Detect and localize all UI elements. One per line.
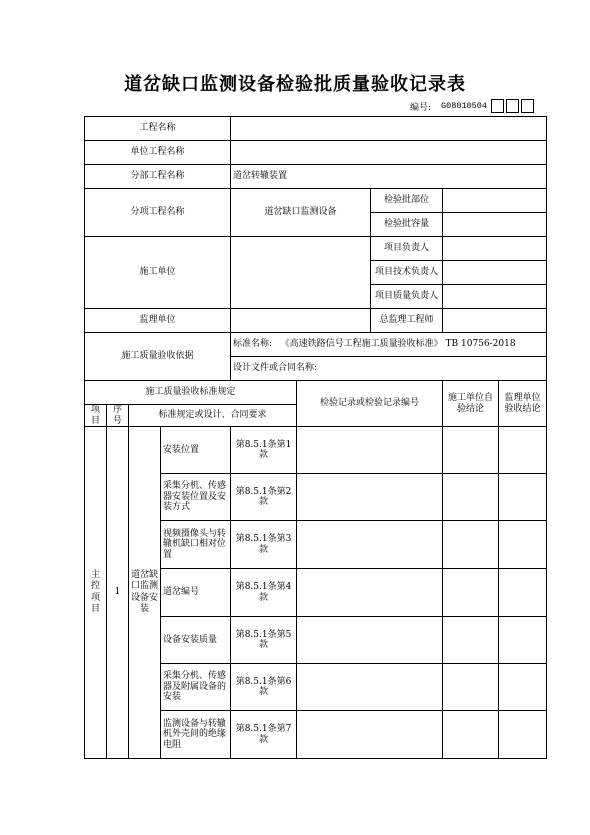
project-manager-value[interactable]	[443, 237, 547, 261]
item-supervisor-result[interactable]	[499, 427, 547, 474]
item-record[interactable]	[297, 617, 443, 664]
item-record[interactable]	[297, 711, 443, 759]
item-contractor-result[interactable]	[443, 711, 499, 759]
item-requirement: 安装位置	[161, 427, 231, 474]
item-contractor-result[interactable]	[443, 427, 499, 474]
item-contractor-result[interactable]	[443, 617, 499, 664]
item-contractor-result[interactable]	[443, 569, 499, 617]
item-supervisor-result[interactable]	[499, 617, 547, 664]
chief-engineer-value[interactable]	[443, 309, 547, 333]
item-requirement: 设备安装质量	[161, 617, 231, 664]
supervisor-label: 监理单位	[85, 309, 231, 333]
project-name-label: 工程名称	[85, 117, 231, 141]
item-clause: 第8.5.1条第5款	[231, 617, 297, 664]
code-number: G08010504	[441, 101, 487, 111]
item-requirement: 采集分机、传感器安装位置及安装方式	[161, 474, 231, 521]
tech-manager-value[interactable]	[443, 261, 547, 285]
req-col-header: 标准规定或设计、合同要求	[129, 405, 297, 427]
item-record[interactable]	[297, 569, 443, 617]
item-requirement: 采集分机、传感器及附属设备的安装	[161, 664, 231, 711]
main-seq: 1	[107, 427, 129, 759]
contractor-result-header: 施工单位自验结论	[443, 381, 499, 427]
item-supervisor-result[interactable]	[499, 474, 547, 521]
supervisor-result-header: 监理单位验收结论	[499, 381, 547, 427]
code-box-3[interactable]	[521, 99, 534, 113]
main-category: 主控项目	[85, 427, 107, 759]
item-clause: 第8.5.1条第3款	[231, 521, 297, 569]
supervisor-value[interactable]	[231, 309, 371, 333]
tech-manager-label: 项目技术负责人	[371, 261, 443, 285]
chief-engineer-label: 总监理工程师	[371, 309, 443, 333]
subitem-value[interactable]: 道岔缺口监测设备	[231, 189, 371, 237]
item-requirement: 视频摄像头与转辙机缺口相对位置	[161, 521, 231, 569]
batch-capacity-label: 检验批容量	[371, 213, 443, 237]
project-manager-label: 项目负责人	[371, 237, 443, 261]
item-clause: 第8.5.1条第2款	[231, 474, 297, 521]
basis-label: 施工质量验收依据	[85, 333, 231, 381]
record-code	[410, 98, 536, 114]
quality-manager-value[interactable]	[443, 285, 547, 309]
division-value[interactable]: 道岔转辙装置	[231, 165, 547, 189]
item-clause: 第8.5.1条第1款	[231, 427, 297, 474]
code-label: 编号:	[410, 102, 432, 113]
inspection-record-table	[84, 116, 547, 759]
seq-col-header: 序号	[107, 405, 129, 427]
spec-header: 施工质量验收标准规定	[85, 381, 297, 405]
item-clause: 第8.5.1条第4款	[231, 569, 297, 617]
record-header: 检验记录或检验记录编号	[297, 381, 443, 427]
division-label: 分部工程名称	[85, 165, 231, 189]
contractor-label: 施工单位	[85, 237, 231, 309]
standard-prefix: 标准名称:	[233, 339, 273, 350]
batch-location-label: 检验批部位	[371, 189, 443, 213]
batch-capacity-value[interactable]	[443, 213, 547, 237]
item-record[interactable]	[297, 427, 443, 474]
main-item-name: 道岔缺口监测设备安装	[129, 427, 161, 759]
item-record[interactable]	[297, 474, 443, 521]
item-clause: 第8.5.1条第7款	[231, 711, 297, 759]
quality-manager-label: 项目质量负责人	[371, 285, 443, 309]
unit-project-value[interactable]	[231, 141, 547, 165]
page-title: 道岔缺口监测设备检验批质量验收记录表	[124, 74, 466, 95]
code-box-1[interactable]	[491, 99, 504, 113]
item-contractor-result[interactable]	[443, 664, 499, 711]
item-record[interactable]	[297, 521, 443, 569]
item-supervisor-result[interactable]	[499, 569, 547, 617]
item-requirement: 道岔编号	[161, 569, 231, 617]
code-box-2[interactable]	[506, 99, 519, 113]
item-contractor-result[interactable]	[443, 521, 499, 569]
unit-project-label: 单位工程名称	[85, 141, 231, 165]
item-contractor-result[interactable]	[443, 474, 499, 521]
item-supervisor-result[interactable]	[499, 521, 547, 569]
subitem-label: 分项工程名称	[85, 189, 231, 237]
contractor-value[interactable]	[231, 237, 371, 309]
item-supervisor-result[interactable]	[499, 711, 547, 759]
item-requirement: 监测设备与转辙机外壳间的绝缘电阻	[161, 711, 231, 759]
batch-location-value[interactable]	[443, 189, 547, 213]
item-col-header: 项目	[85, 405, 107, 427]
item-record[interactable]	[297, 664, 443, 711]
design-doc[interactable]: 设计文件或合同名称:	[231, 357, 547, 381]
project-name-value[interactable]	[231, 117, 547, 141]
standard-title: 《高速铁路信号工程施工质量验收标准》 TB 10756-2018	[280, 339, 516, 350]
item-clause: 第8.5.1条第6款	[231, 664, 297, 711]
item-supervisor-result[interactable]	[499, 664, 547, 711]
standard-name	[231, 333, 547, 357]
